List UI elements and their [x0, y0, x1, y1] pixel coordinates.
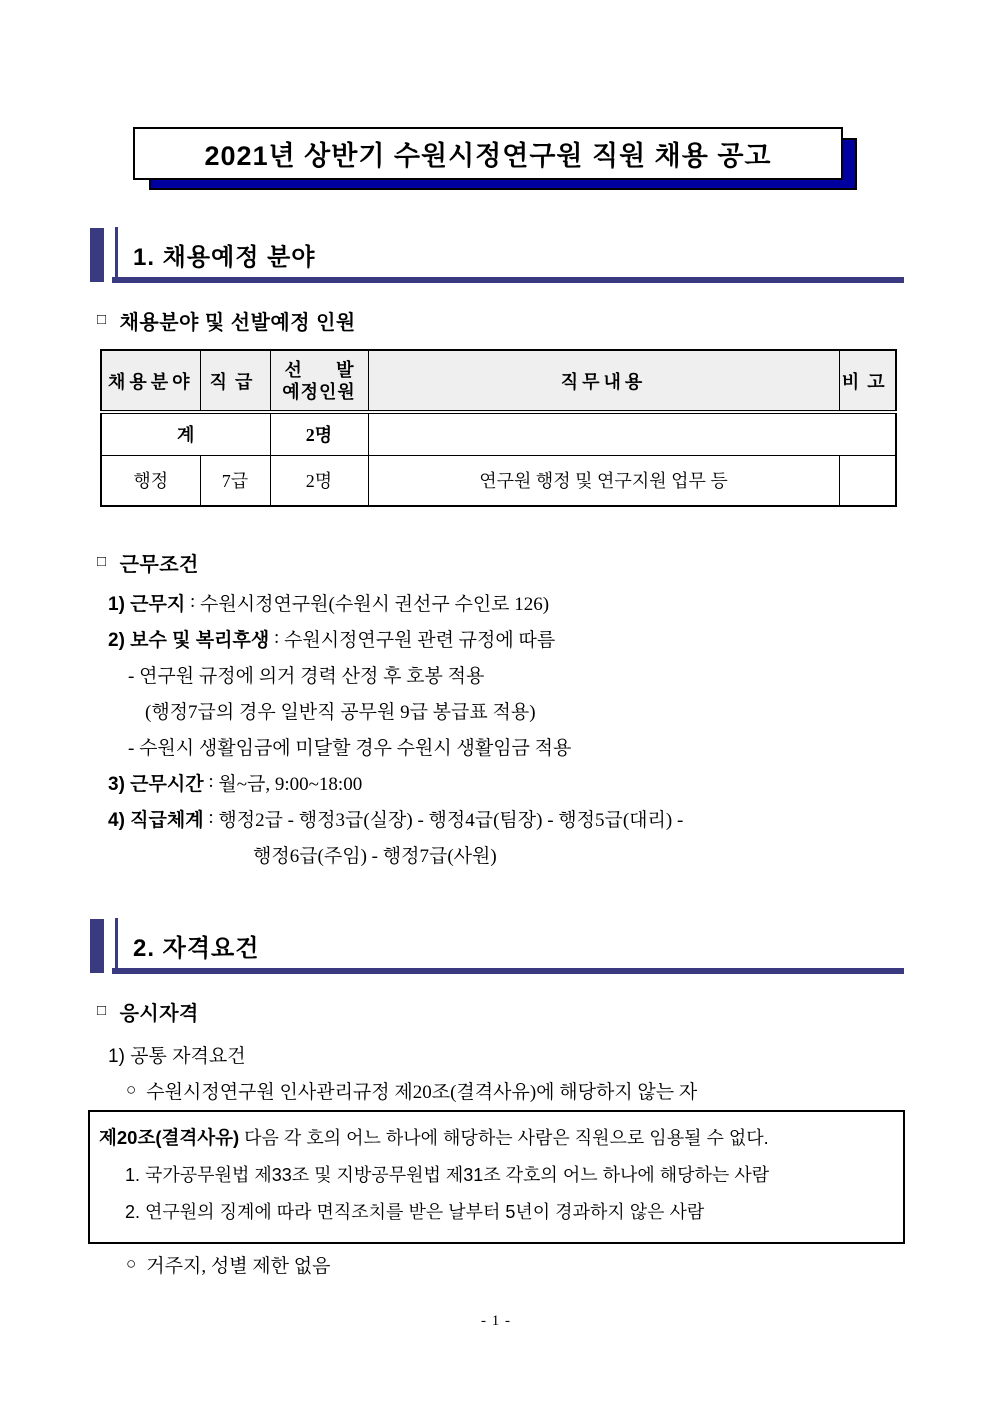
notice-box-item-1: 1. 국가공무원법 제33조 및 지방공무원법 제31조 각호의 어느 하나에 해당하는 사람 [125, 1165, 770, 1185]
article-20-notice-box [88, 1110, 905, 1244]
work-line-paytable: (행정7급의 경우 일반직 공무원 9급 봉급표 적용) [145, 701, 536, 723]
table-header-duty: 직무내용 [368, 350, 839, 412]
section-1-title: 1. 채용예정 분야 [133, 244, 316, 271]
qualification-point-1-text: 수원시정연구원 인사관리규정 제20조(결격사유)에 해당하지 않는 자 [146, 1082, 698, 1103]
note-cell [839, 455, 896, 506]
field-cell: 행정 [101, 455, 200, 506]
table-header-note: 비고 [839, 350, 896, 412]
count-cell: 2명 [270, 455, 368, 506]
section-2-thin-line [115, 918, 118, 974]
eligibility-label: 응시자격 [119, 1003, 199, 1025]
recruit-subheading [97, 306, 356, 335]
section-2-rule [112, 968, 904, 974]
table-header-count-l1b: 발 [336, 359, 354, 380]
section-1-thin-line [115, 227, 118, 283]
qualification-point-2-text: 거주지, 성별 제한 없음 [146, 1256, 331, 1277]
work-conditions-list [108, 584, 908, 872]
section-1-accent-bar [90, 228, 104, 282]
table-header-count [270, 350, 368, 412]
notice-box-item-2: 2. 연구원의 징계에 따라 면직조치를 받은 날부터 5년이 경과하지 않은 사람 [125, 1202, 705, 1222]
common-qualification-title: 1) 공통 자격요건 [108, 1046, 246, 1067]
square-bullet-icon: □ [97, 311, 107, 328]
recruit-table [100, 349, 897, 507]
section-1-heading [85, 227, 905, 283]
circle-bullet-icon: ○ [126, 1079, 137, 1099]
total-label-cell: 계 [101, 412, 270, 455]
table-header-count-line1 [271, 359, 368, 381]
section-1-rule [112, 277, 904, 283]
table-header-field: 채용분야 [101, 350, 200, 412]
work-line-livingwage: - 수원시 생활임금에 미달할 경우 수원시 생활임금 적용 [128, 737, 572, 759]
total-count-cell: 2명 [270, 412, 368, 455]
table-header-count-l1a: 선 [284, 359, 302, 380]
notice-box-line-1 [99, 1119, 894, 1157]
title-box [133, 127, 843, 180]
recruit-subheading-label: 채용분야 및 선발예정 인원 [119, 312, 356, 334]
work-line-workplace: 1) 근무지 : 수원시정연구원(수원시 권선구 수인로 126) [108, 591, 550, 615]
duty-cell: 연구원 행정 및 연구지원 업무 등 [368, 455, 839, 506]
work-line-pay: 2) 보수 및 복리후생 : 수원시정연구원 관련 규정에 따름 [108, 627, 556, 651]
table-header-row [101, 350, 896, 412]
section-2-title: 2. 자격요건 [133, 935, 260, 962]
work-line-ranks: 4) 직급체계 : 행정2급 - 행정3급(실장) - 행정4급(팀장) - 행정5급(대리) - [108, 807, 684, 831]
work-conditions-subheading [97, 548, 199, 577]
eligibility-subheading [97, 997, 199, 1026]
table-total-row [101, 412, 896, 455]
table-header-count-line2: 예정인원 [282, 381, 356, 402]
table-header-grade: 직급 [200, 350, 270, 412]
total-duty-note-cell [368, 412, 896, 455]
qualification-point-1 [126, 1077, 697, 1104]
section-2-heading [85, 918, 905, 974]
table-row [101, 455, 896, 506]
work-line-ranks-cont: 행정6급(주임) - 행정7급(사원) [253, 845, 497, 867]
grade-cell: 7급 [200, 455, 270, 506]
page-number: - 1 - [481, 1313, 511, 1329]
work-line-hours: 3) 근무시간 : 월~금, 9:00~18:00 [108, 771, 363, 795]
circle-bullet-icon: ○ [126, 1253, 137, 1273]
section-2-accent-bar [90, 919, 104, 973]
document-title: 2021년 상반기 수원시정연구원 직원 채용 공고 [204, 141, 772, 171]
square-bullet-icon: □ [97, 553, 107, 570]
work-line-career: - 연구원 규정에 의거 경력 산정 후 호봉 적용 [128, 665, 485, 687]
article-20-intro: 다음 각 호의 어느 하나에 해당하는 사람은 직원으로 임용될 수 없다. [244, 1128, 769, 1148]
square-bullet-icon: □ [97, 1002, 107, 1019]
work-conditions-label: 근무조건 [119, 554, 199, 576]
qualification-point-2 [126, 1251, 330, 1278]
article-20-label: 제20조(결격사유) [99, 1127, 240, 1148]
